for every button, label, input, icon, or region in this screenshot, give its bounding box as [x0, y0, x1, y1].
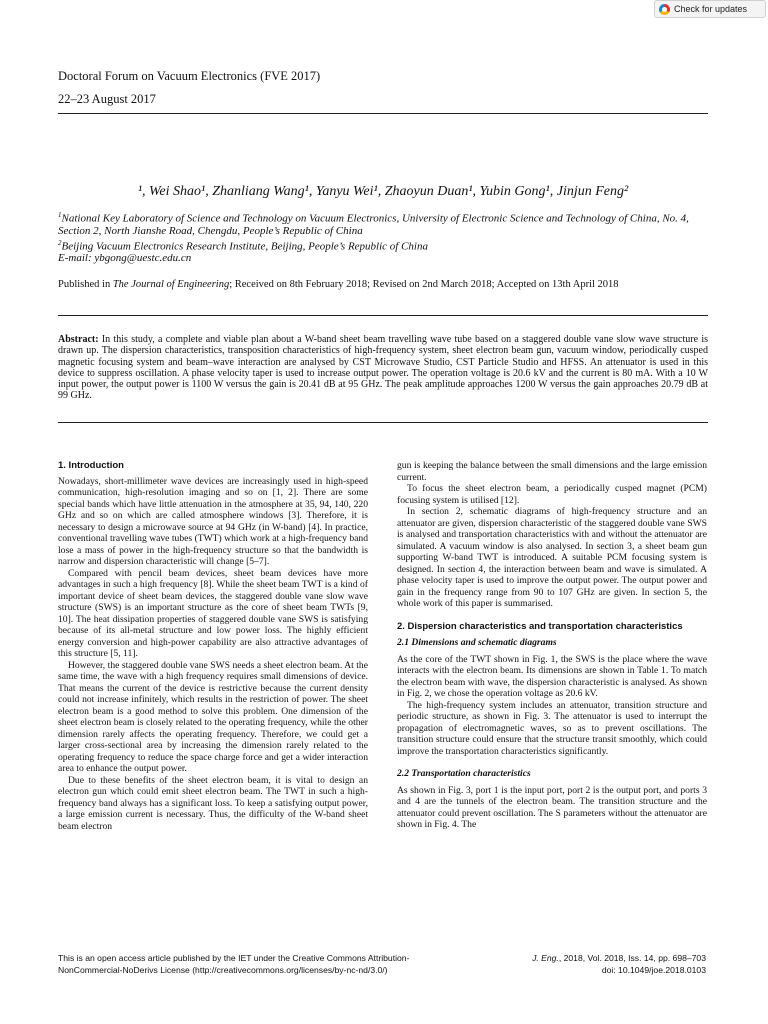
subsection-2-2-heading: 2.2 Transportation characteristics [397, 768, 531, 779]
section-1-heading: 1. Introduction [58, 460, 124, 471]
right-column [397, 460, 707, 831]
author-list: ¹, Wei Shao¹, Zhanliang Wang¹, Yanyu Wei¹, Zhaoyun Duan¹, Yubin Gong¹, Jinjun Feng² [137, 184, 629, 199]
paragraph: Due to these benefits of the sheet electron beam, it is vital to design an electron gun which could emit sheet electron beam. The TWT in such a high-frequency band always has a significant loss. To keep a satisfying output power, a large emission current is necessary. Thus, the difficulty of the W-band sheet beam electron [58, 774, 368, 832]
publication-history: Published in The Journal of Engineering; Received on 8th February 2018; Revised on 2nd March 2018; Accepted on 13th April 2018 [58, 279, 619, 290]
journal-name: The Journal of Engineering [112, 279, 230, 290]
citation: J. Eng., 2018, Vol. 2018, Iss. 14, pp. 698–703 [532, 953, 706, 963]
affiliation-2: $^2$Beijing Vacuum Electronics Research Institute, Beijing, People’s Republic of China [58, 238, 428, 253]
abstract-label: Abstract: [58, 334, 99, 345]
license-note: This is an open access article published by the IET under the Creative Commons Attribution-NonCommercial-NoDerivs License (http://creativecommons.org/licenses/by-nc-nd/3.0/) [58, 953, 410, 975]
paragraph: gun is keeping the balance between the small dimensions and the large emission current. [397, 460, 707, 483]
check-for-updates-label: Check for updates [674, 4, 748, 14]
conference-name: Doctoral Forum on Vacuum Electronics (FVE 2017) [58, 69, 321, 83]
subsection-2-1-heading: 2.1 Dimensions and schematic diagrams [397, 637, 557, 648]
paragraph: Compared with pencil beam devices, sheet beam devices have more advantages in such a high frequency [8]. While the sheet beam TWT is a kind of important device of sheet beam devices, the staggered double vane slow wave structure (SWS) is an important structure as the core of sheet beam TWTs [9, 10]. The heat dissipation properties of staggered double vane SWS is satisfying because of its all-metal structure and low power loss. The highly efficient energy conversion and high-power capability are also attractive advantages of this structure [5, 11]. [58, 567, 368, 659]
doi: doi: 10.1049/joe.2018.0103 [601, 964, 706, 975]
citation-block [446, 953, 706, 976]
abstract [58, 334, 708, 402]
header-rule [58, 113, 708, 114]
conference-dates: 22–23 August 2017 [58, 92, 156, 106]
section-2-heading: 2. Dispersion characteristics and transportation characteristics [397, 620, 683, 632]
affiliations [58, 209, 710, 264]
affiliation-1: $^1$National Key Laboratory of Science and Technology on Vacuum Electronics, University of Electronic Science and Technology of China, No. 4, Section 2, North Jianshe Road, Chengdu, People’s Republic of China [58, 211, 689, 237]
paragraph: However, the staggered double vane SWS needs a sheet electron beam. At the same time, the wave with a high frequency requires small dimensions of device. That means the current of the device is restrictive because the current density could not increase infinitely, which results in the restriction of power. The sheet electron beam is a good method to solve this problem. One dimension of the sheet electron beam is closely related to the operating frequency, while the other dimension rarely affects the operating frequency. Therefore, we could get a larger cross-sectional area by increasing the dimension rarely related to the operating frequency to reduce the space charge force and get a wider interaction area to enhance the output power. [58, 659, 368, 774]
author-email: E-mail: ybgong@uestc.edu.cn [58, 252, 192, 265]
abstract-top-rule [58, 315, 708, 316]
paragraph: To focus the sheet electron beam, a periodically cusped magnet (PCM) focusing system is utilised [12]. [397, 483, 707, 506]
check-for-updates-badge[interactable] [654, 0, 766, 18]
paragraph: As the core of the TWT shown in Fig. 1, the SWS is the place where the wave interacts with the electron beam. Its dimensions are shown in Table 1. To match the electron beam with wave, the dispersion characteristic is analysed. As shown in Fig. 2, we chose the operation voltage as 20.6 kV. [397, 653, 707, 699]
paragraph: In section 2, schematic diagrams of high-frequency structure and an attenuator are given, dispersion characteristic of the staggered double vane SWS is analysed and transportation characteristics with and without the attenuator are simulated. A vacuum window is also analysed. In section 3, a sheet beam gun supporting W-band TWT is introduced. A suitable PCM focusing system is designed. In section 4, the interaction between beam and wave is simulated. A phase velocity taper is used to improve the output power. The output power and gain in the frequency range from 90 to 107 GHz are given. In section 5, the whole work of this paper is summarised. [397, 506, 707, 609]
paragraph: The high-frequency system includes an attenuator, transition structure and periodic structure, as shown in Fig. 3. The attenuator is used to interrupt the propagation of electromagnetic waves, so as to prevent oscillations. The transition structure could ensure that the structure transit smoothly, which could improve the transportation characteristics significantly. [397, 699, 707, 757]
abstract-bottom-rule [58, 422, 708, 423]
crossmark-icon [659, 4, 670, 15]
left-column [58, 460, 368, 832]
paragraph: Nowadays, short-millimeter wave devices are increasingly used in high-speed communication, high-resolution imaging and so on [1, 2]. There are some special bands which have little attenuation in the atmosphere at 35, 94, 140, 220 GHz and so on which are called atmosphere windows [3]. Therefore, it is necessary to design a microwave source at 94 GHz (in W-band) [4]. In practice, conventional travelling wave tubes (TWT) which work at a high-frequency band lose a mass of power in the high-frequency structure so that the bandwidth is narrow and dispersion characteristic will change [5–7]. [58, 475, 368, 567]
paragraph: As shown in Fig. 3, port 1 is the input port, port 2 is the output port, and ports 3 and 4 are the tunnels of the electron beam. The transition structure and the attenuator could prevent oscillation. The S parameters without the attenuator are shown in Fig. 4. The [397, 784, 707, 830]
abstract-text: In this study, a complete and viable plan about a W-band sheet beam travelling wave tube based on a staggered double vane slow wave structure is drawn up. The dispersion characteristics, transposition characteristics of high-frequency system, sheet electron beam gun, vacuum window, periodically cusped magnetic focusing system and beam–wave interaction are analysed by CST Microwave Studio, CST Particle Studio and HFSS. An attenuator is used in this device to suppress oscillation. A phase velocity taper is used to increase output power. The operation voltage is 20.6 kV and the current is 80 mA. With a 10 W input power, the output power is 1100 W versus the gain is 20.41 dB at 95 GHz. The peak amplitude approaches 1200 W versus the gain approaches 20.79 dB at 99 GHz. [58, 334, 708, 402]
